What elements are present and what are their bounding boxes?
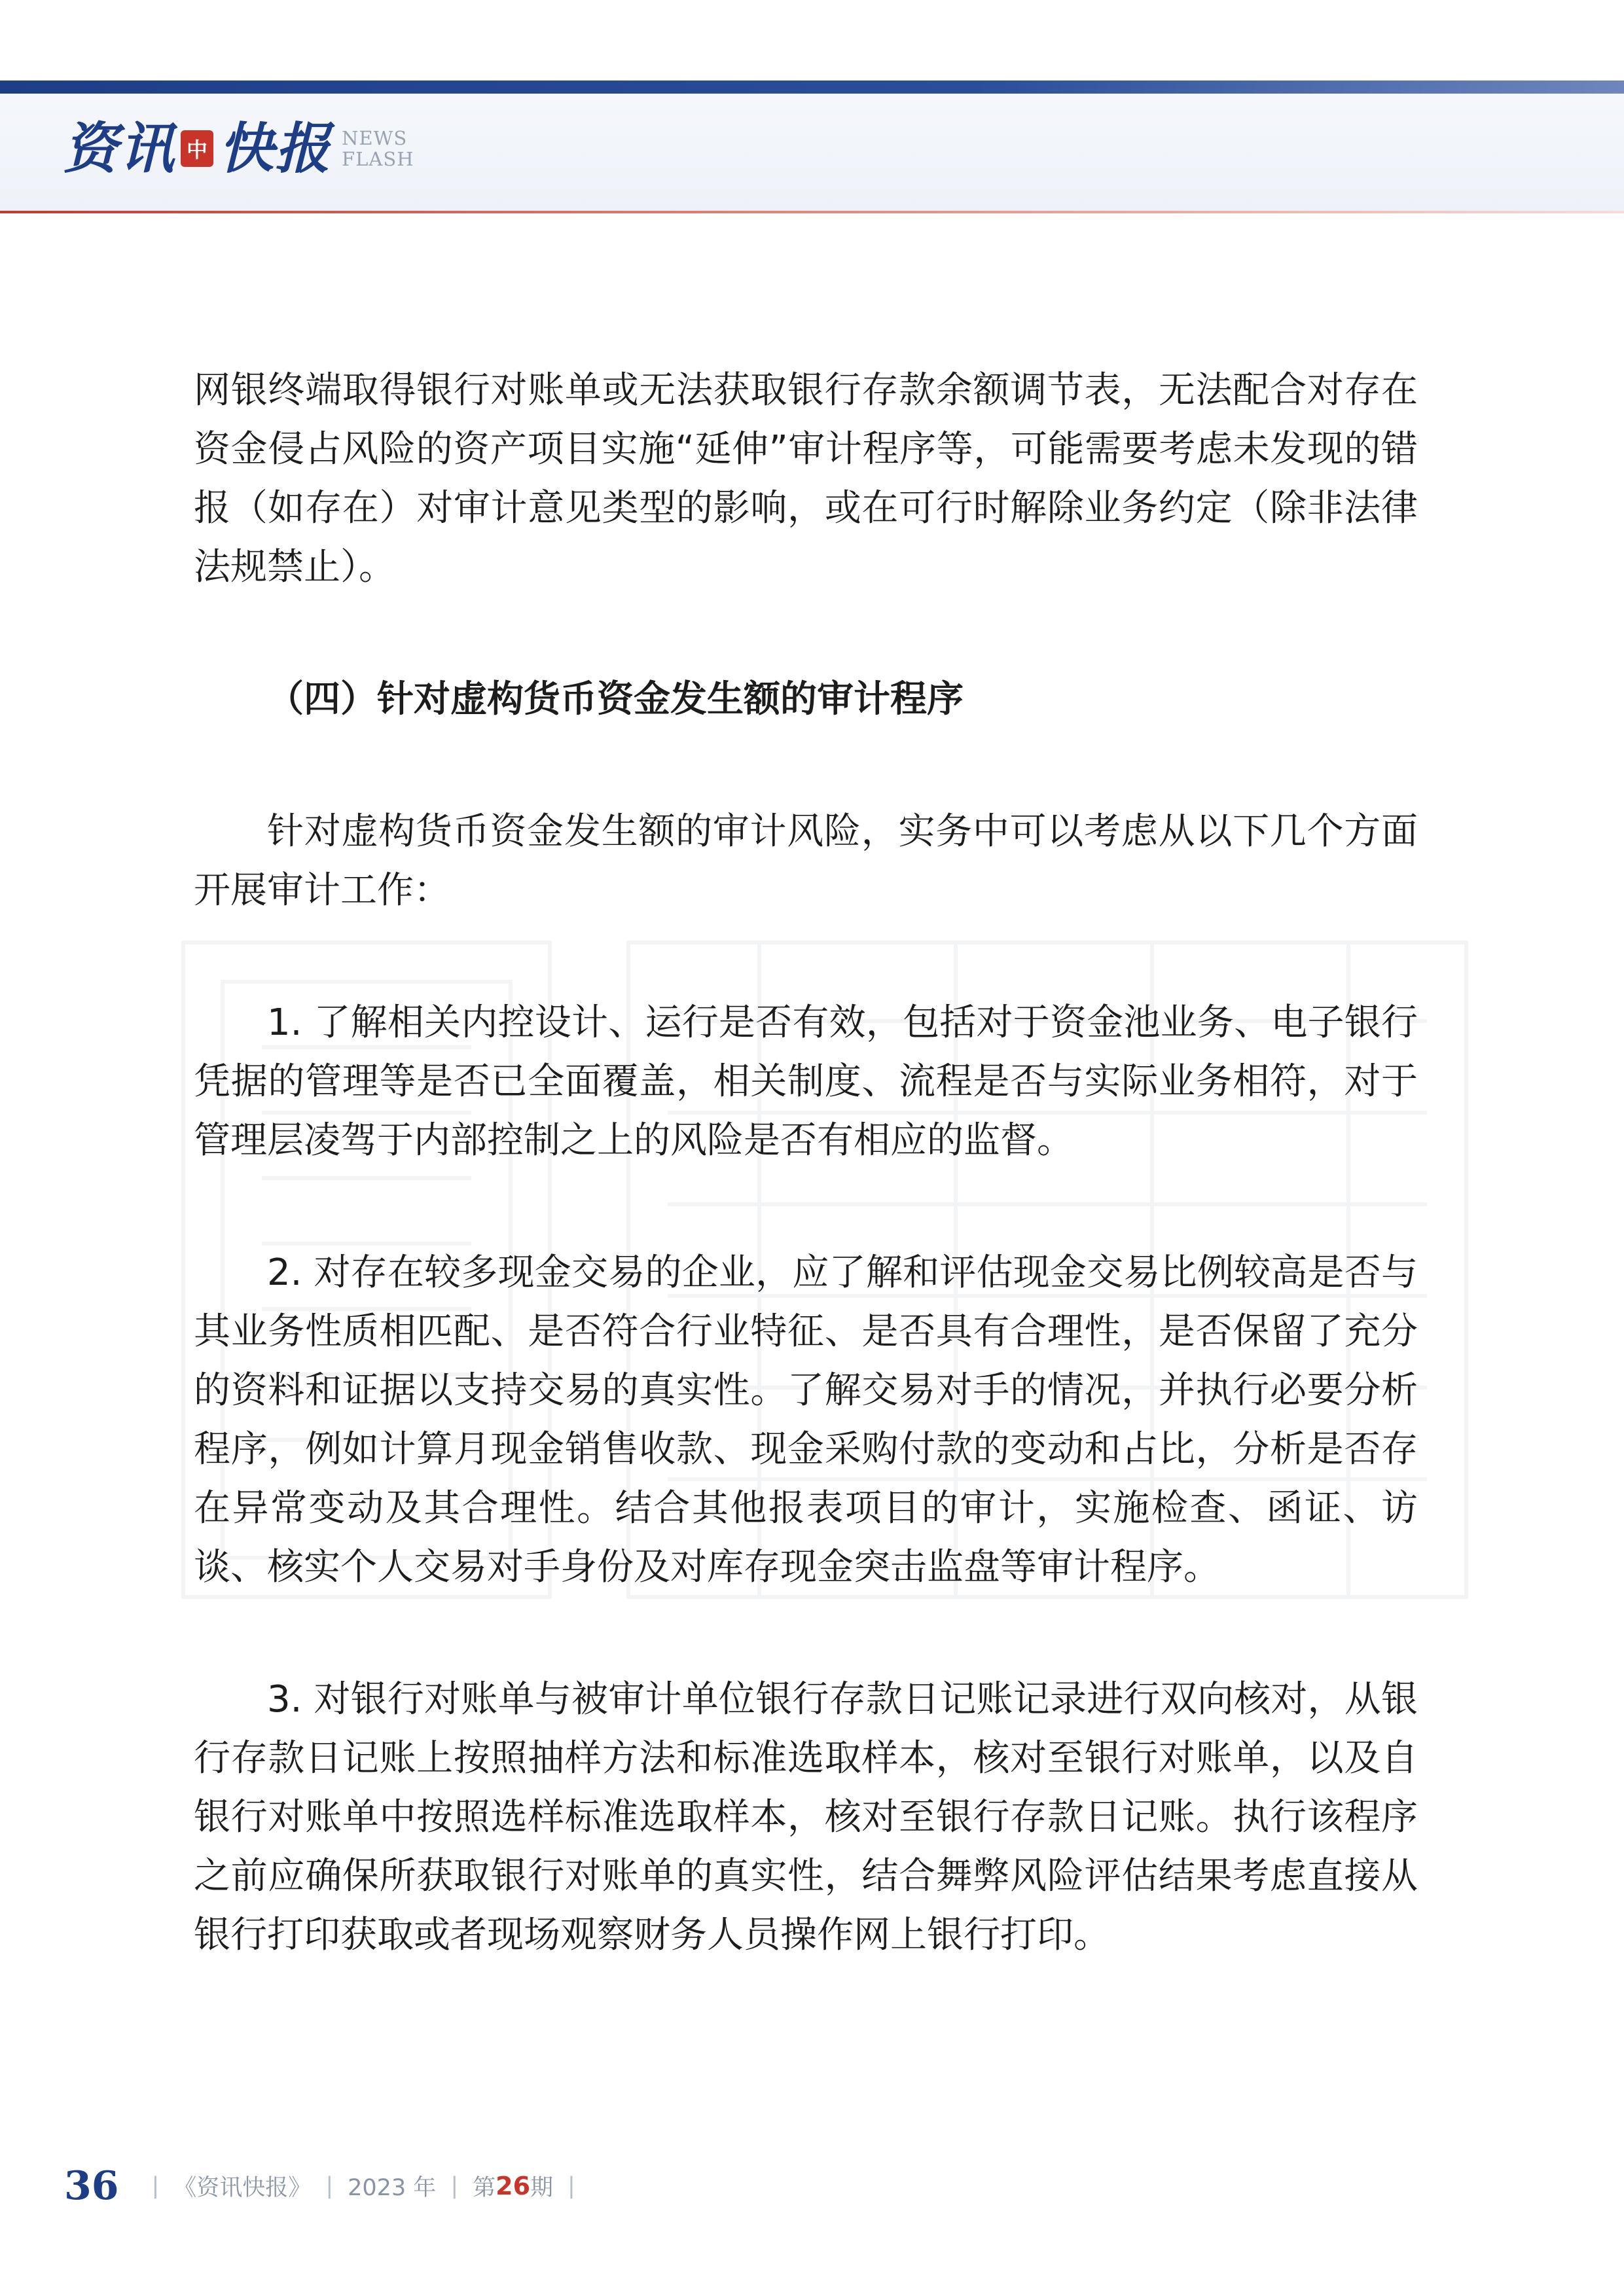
paragraph-intro: 针对虚构货币资金发生额的审计风险，实务中可以考虑从以下几个方面开展审计工作： (194, 810, 1418, 912)
footer-year: 2023 年 (348, 2175, 437, 2201)
list-item-2: 2. 对存在较多现金交易的企业，应了解和评估现金交易比例较高是否与其业务性质相匹配、是否符合行业特征、是否具有合理性，是否保留了充分的资料和证据以支持交易的真实性。了解交易对手的情况，并执行必要分析程序，例如计算月现金销售收款、现金采购付款的变动和占比，分析是否存在异常变动及其合理性。结合其他报表项目的审计，实施检查、函证、访谈、核实个人交易对手身份及对库存现金突击监盘等审计程序。 (194, 1251, 1418, 1588)
header-top-rule (0, 81, 1624, 94)
page-footer (64, 2160, 590, 2212)
logo-seal-icon (181, 130, 213, 167)
article-body (194, 361, 1418, 1965)
footer-publication: 《资讯快报》 (173, 2175, 312, 2201)
footer-divider: | (450, 2173, 459, 2199)
logo-news-line1: NEWS (342, 127, 408, 149)
logo-text-left: 资讯 (63, 116, 176, 181)
page-number: 36 (64, 2163, 119, 2209)
paragraph-continued: 网银终端取得银行对账单或无法获取银行存款余额调节表，无法配合对存在资金侵占风险的资产项目实施“延伸”审计程序等，可能需要考虑未发现的错报（如存在）对审计意见类型的影响，或在可行时解除业务约定（除非法律法规禁止）。 (194, 369, 1418, 588)
list-item-3: 3. 对银行对账单与被审计单位银行存款日记账记录进行双向核对，从银行存款日记账上按照抽样方法和标准选取样本，核对至银行对账单，以及自银行对账单中按照选样标准选取样本，核对至银行存款日记账。执行该程序之前应确保所获取银行对账单的真实性，结合舞弊风险评估结果考虑直接从银行打印获取或者现场观察财务人员操作网上银行打印。 (194, 1678, 1418, 1956)
logo-seal-char: 中 (187, 137, 208, 162)
footer-divider: | (568, 2173, 575, 2199)
footer-divider: | (325, 2173, 334, 2199)
publication-logo (63, 113, 414, 185)
footer-issue-prefix: 第 (473, 2175, 496, 2201)
logo-news-flash (342, 128, 414, 170)
footer-issue-suffix: 期 (530, 2175, 554, 2201)
logo-text-right: 快报 (219, 116, 332, 181)
section-heading: （四）针对虚构货币资金发生额的审计程序 (267, 678, 964, 721)
footer-divider: | (151, 2173, 160, 2199)
list-item-1: 1. 了解相关内控设计、运行是否有效，包括对于资金池业务、电子银行凭据的管理等是否已全面覆盖，相关制度、流程是否与实际业务相符，对于管理层凌驾于内部控制之上的风险是否有相应的监督。 (194, 1001, 1418, 1162)
logo-news-line2: FLASH (342, 148, 414, 170)
header-bottom-rule (0, 211, 1624, 213)
footer-issue-number: 26 (496, 2172, 531, 2200)
